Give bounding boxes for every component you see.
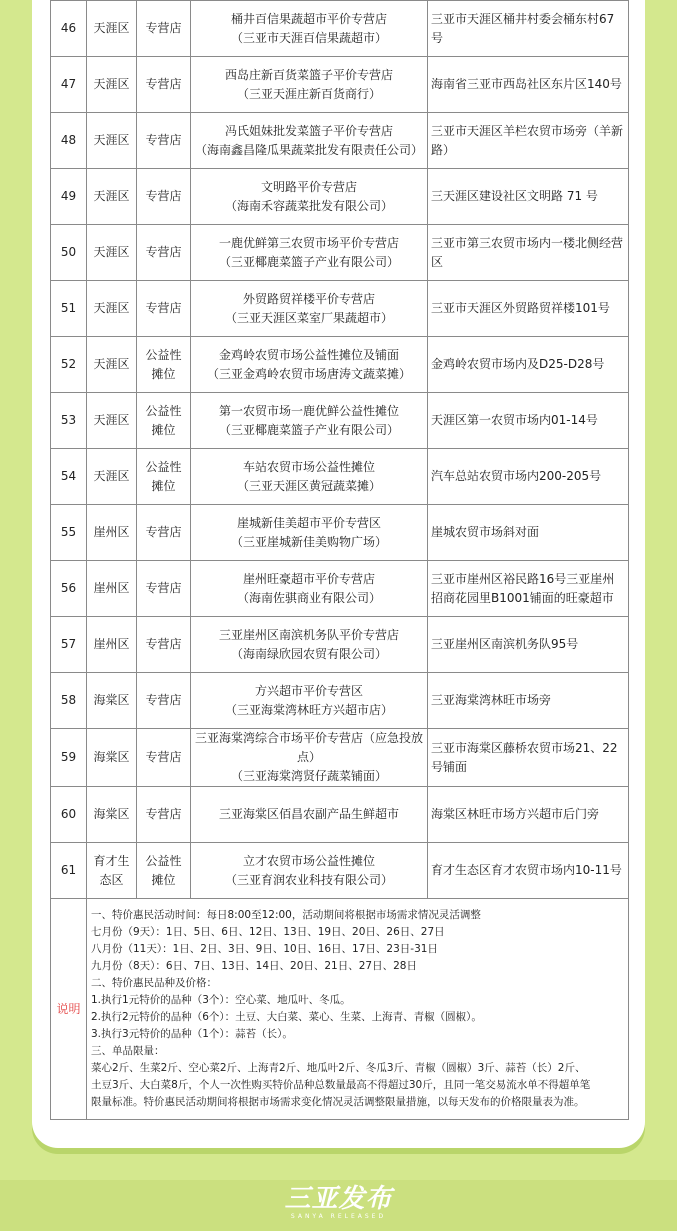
table-row xyxy=(51,57,629,113)
row-store-name: 外贸路贸祥楼平价专营店 （三亚天涯区菜室厂果蔬超市） xyxy=(191,281,428,337)
notes-row xyxy=(51,899,629,1120)
row-address: 汽车总站农贸市场内200-205号 xyxy=(428,449,629,505)
row-type: 专营店 xyxy=(137,113,191,169)
row-district: 天涯区 xyxy=(87,169,137,225)
row-type: 公益性摊位 xyxy=(137,449,191,505)
note-line: 三、单品限量： xyxy=(91,1045,165,1057)
row-number: 49 xyxy=(51,169,87,225)
row-address: 三亚市天涯区桶井村委会桶东村67号 xyxy=(428,1,629,57)
row-type: 专营店 xyxy=(137,729,191,787)
row-address: 三亚崖州区南滨机务队95号 xyxy=(428,617,629,673)
row-type: 专营店 xyxy=(137,169,191,225)
row-type: 专营店 xyxy=(137,617,191,673)
store-table xyxy=(50,0,629,1120)
table-row xyxy=(51,113,629,169)
row-store-name: 三亚海棠区佰昌农副产品生鲜超市 xyxy=(191,787,428,843)
row-store-name: 方兴超市平价专营区 （三亚海棠湾林旺方兴超市店） xyxy=(191,673,428,729)
table-row xyxy=(51,673,629,729)
row-number: 54 xyxy=(51,449,87,505)
row-store-name: 西岛庄新百货菜篮子平价专营店 （三亚天涯庄新百货商行） xyxy=(191,57,428,113)
row-number: 58 xyxy=(51,673,87,729)
table-row xyxy=(51,843,629,899)
row-store-name: 一鹿优鲜第三农贸市场平价专营店 （三亚椰鹿菜篮子产业有限公司） xyxy=(191,225,428,281)
note-line: 八月份（11天）：1日、2日、3日、9日、10日、16日、17日、23日-31日 xyxy=(91,943,438,955)
notes-content xyxy=(87,899,629,1120)
row-district: 天涯区 xyxy=(87,57,137,113)
notes-label: 说明 xyxy=(51,899,87,1120)
row-district: 天涯区 xyxy=(87,281,137,337)
row-district: 育才生态区 xyxy=(87,843,137,899)
table-row xyxy=(51,561,629,617)
row-address: 三天涯区建设社区文明路 71 号 xyxy=(428,169,629,225)
row-district: 海棠区 xyxy=(87,729,137,787)
row-number: 52 xyxy=(51,337,87,393)
row-district: 天涯区 xyxy=(87,393,137,449)
store-table-body xyxy=(51,1,629,899)
row-type: 专营店 xyxy=(137,281,191,337)
row-address: 海棠区林旺市场方兴超市后门旁 xyxy=(428,787,629,843)
table-row xyxy=(51,281,629,337)
row-store-name: 车站农贸市场公益性摊位 （三亚天涯区黄冠蔬菜摊） xyxy=(191,449,428,505)
note-line: 1.执行1元特价的品种（3个）：空心菜、地瓜叶、冬瓜。 xyxy=(91,994,351,1006)
row-district: 海棠区 xyxy=(87,787,137,843)
table-row xyxy=(51,337,629,393)
row-number: 61 xyxy=(51,843,87,899)
row-address: 三亚市崖州区裕民路16号三亚崖州招商花园里B1001铺面的旺豪超市 xyxy=(428,561,629,617)
row-store-name: 第一农贸市场一鹿优鲜公益性摊位 （三亚椰鹿菜篮子产业有限公司） xyxy=(191,393,428,449)
note-line: 3.执行3元特价的品种（1个）：蒜苔（长）。 xyxy=(91,1028,293,1040)
table-row xyxy=(51,225,629,281)
row-address: 三亚市天涯区外贸路贸祥楼101号 xyxy=(428,281,629,337)
row-number: 57 xyxy=(51,617,87,673)
table-row xyxy=(51,449,629,505)
row-store-name: 桶井百信果蔬超市平价专营店 （三亚市天涯百信果蔬超市） xyxy=(191,1,428,57)
row-store-name: 三亚崖州区南滨机务队平价专营店 （海南绿欣园农贸有限公司） xyxy=(191,617,428,673)
row-address: 海南省三亚市西岛社区东片区140号 xyxy=(428,57,629,113)
row-number: 53 xyxy=(51,393,87,449)
row-address: 三亚市天涯区羊栏农贸市场旁（羊新路） xyxy=(428,113,629,169)
note-line: 九月份（8天）：6日、7日、13日、14日、20日、21日、27日、28日 xyxy=(91,960,417,972)
note-line: 菜心2斤、生菜2斤、空心菜2斤、上海青2斤、地瓜叶2斤、冬瓜3斤、青椒（圆椒）3斤、蒜苔（长）2斤、 xyxy=(91,1062,586,1074)
row-address: 育才生态区育才农贸市场内10-11号 xyxy=(428,843,629,899)
row-district: 天涯区 xyxy=(87,449,137,505)
row-number: 59 xyxy=(51,729,87,787)
row-number: 46 xyxy=(51,1,87,57)
table-row xyxy=(51,1,629,57)
note-line: 二、特价惠民品种及价格： xyxy=(91,977,217,989)
row-store-name: 崖城新佳美超市平价专营区 （三亚崖城新佳美购物广场） xyxy=(191,505,428,561)
row-address: 三亚市海棠区藤桥农贸市场21、22号铺面 xyxy=(428,729,629,787)
table-row xyxy=(51,393,629,449)
row-number: 60 xyxy=(51,787,87,843)
row-number: 55 xyxy=(51,505,87,561)
row-store-name: 冯氏姐妹批发菜篮子平价专营店 （海南鑫昌隆瓜果蔬菜批发有限责任公司） xyxy=(191,113,428,169)
row-store-name: 立才农贸市场公益性摊位 （三亚育润农业科技有限公司） xyxy=(191,843,428,899)
logo-subtext: SANYA RELEASED xyxy=(290,1213,387,1220)
table-row xyxy=(51,729,629,787)
row-address: 三亚海棠湾林旺市场旁 xyxy=(428,673,629,729)
row-type: 专营店 xyxy=(137,57,191,113)
note-line: 土豆3斤、大白菜8斤，个人一次性购买特价品种总数量最高不得超过30斤，且同一笔交易流水单不得超单笔 xyxy=(91,1079,591,1091)
row-type: 专营店 xyxy=(137,1,191,57)
table-row xyxy=(51,617,629,673)
note-line: 一、特价惠民活动时间：每日8:00至12:00，活动期间将根据市场需求情况灵活调整 xyxy=(91,909,481,921)
row-number: 56 xyxy=(51,561,87,617)
row-number: 50 xyxy=(51,225,87,281)
row-address: 崖城农贸市场斜对面 xyxy=(428,505,629,561)
row-address: 三亚市第三农贸市场内一楼北侧经营区 xyxy=(428,225,629,281)
row-type: 专营店 xyxy=(137,225,191,281)
table-row xyxy=(51,505,629,561)
row-type: 公益性摊位 xyxy=(137,393,191,449)
row-address: 天涯区第一农贸市场内01-14号 xyxy=(428,393,629,449)
row-district: 崖州区 xyxy=(87,561,137,617)
row-district: 天涯区 xyxy=(87,337,137,393)
table-row xyxy=(51,787,629,843)
row-type: 专营店 xyxy=(137,673,191,729)
row-district: 海棠区 xyxy=(87,673,137,729)
row-district: 天涯区 xyxy=(87,113,137,169)
note-line: 七月份（9天）：1日、5日、6日、12日、13日、19日、20日、26日、27日 xyxy=(91,926,445,938)
row-store-name: 金鸡岭农贸市场公益性摊位及铺面 （三亚金鸡岭农贸市场唐涛文蔬菜摊） xyxy=(191,337,428,393)
row-type: 专营店 xyxy=(137,561,191,617)
row-number: 51 xyxy=(51,281,87,337)
row-address: 金鸡岭农贸市场内及D25-D28号 xyxy=(428,337,629,393)
row-number: 47 xyxy=(51,57,87,113)
row-type: 公益性摊位 xyxy=(137,843,191,899)
brand-logo xyxy=(0,1178,677,1220)
row-type: 专营店 xyxy=(137,787,191,843)
note-line: 限量标准。特价惠民活动期间将根据市场需求变化情况灵活调整限量措施，以每天发布的价格限量表为准。 xyxy=(91,1096,585,1108)
row-number: 48 xyxy=(51,113,87,169)
row-district: 天涯区 xyxy=(87,225,137,281)
logo-text: 三亚发布 xyxy=(284,1184,393,1214)
row-store-name: 崖州旺豪超市平价专营店 （海南佐骐商业有限公司） xyxy=(191,561,428,617)
row-store-name: 三亚海棠湾综合市场平价专营店（应急投放点） （三亚海棠湾贤仔蔬菜铺面） xyxy=(191,729,428,787)
row-district: 崖州区 xyxy=(87,505,137,561)
row-type: 公益性摊位 xyxy=(137,337,191,393)
row-district: 崖州区 xyxy=(87,617,137,673)
row-district: 天涯区 xyxy=(87,1,137,57)
row-store-name: 文明路平价专营店 （海南禾容蔬菜批发有限公司） xyxy=(191,169,428,225)
note-line: 2.执行2元特价的品种（6个）：土豆、大白菜、菜心、生菜、上海青、青椒（圆椒）。 xyxy=(91,1011,482,1023)
table-row xyxy=(51,169,629,225)
row-type: 专营店 xyxy=(137,505,191,561)
